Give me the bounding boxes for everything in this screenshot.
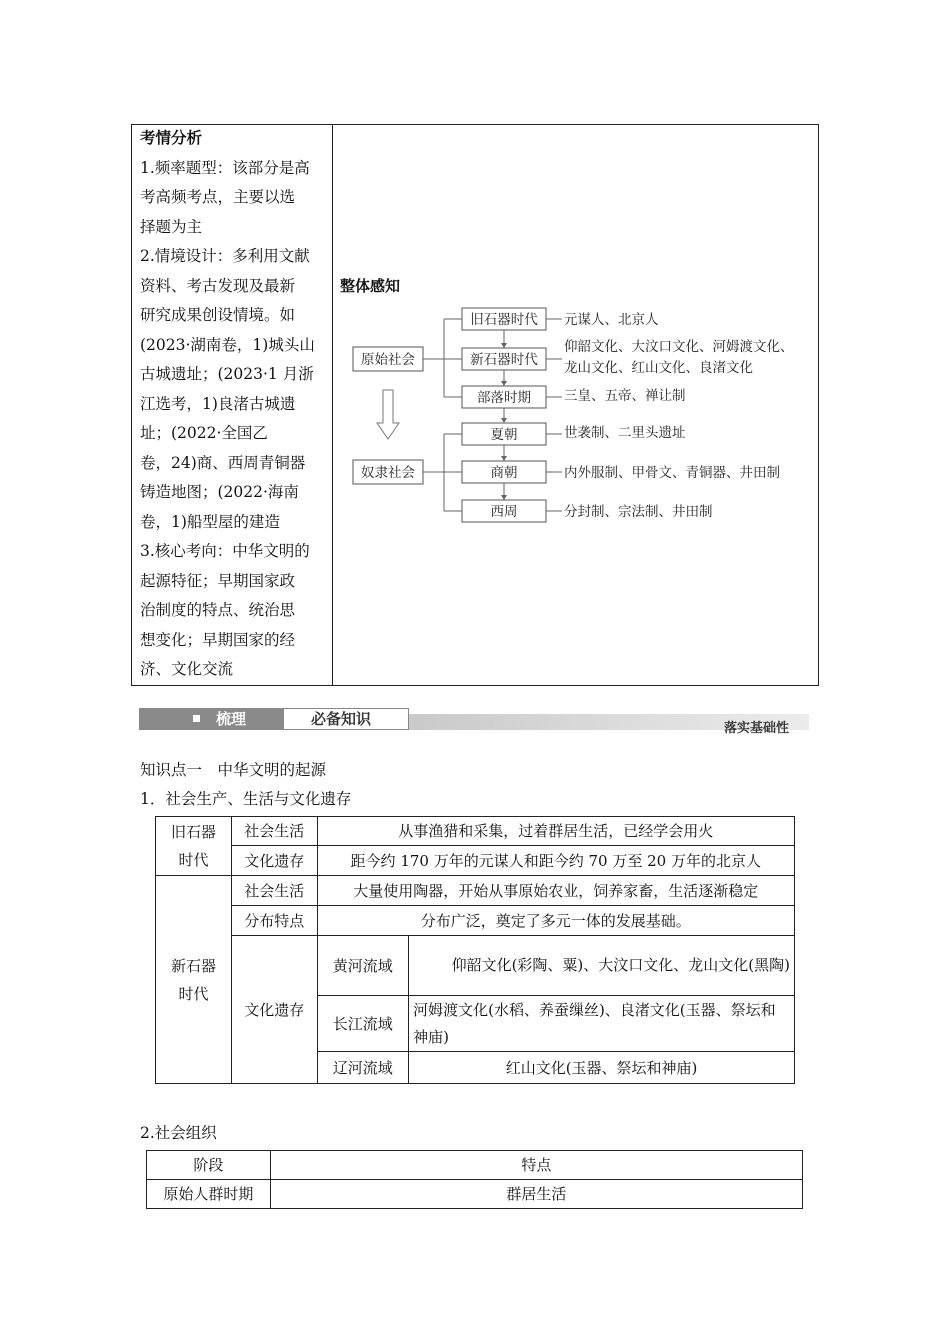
down-arrow-icon: [377, 390, 399, 439]
node-slave-label: 奴隶社会: [361, 465, 415, 481]
cell-label: 文化遗存: [231, 936, 317, 1084]
analysis-line: 择题为主: [140, 217, 203, 236]
stage-desc: 元谋人、北京人: [564, 312, 659, 328]
cell-label: 分布特点: [231, 906, 317, 936]
header-stage: 阶段: [147, 1151, 271, 1180]
region-text: 红山文化(玉器、祭坛和神庙): [409, 1052, 795, 1084]
analysis-line: 资料、考古发现及最新: [140, 276, 296, 295]
banner-label-knowledge: 必备知识: [311, 710, 372, 728]
stage-label: 西周: [490, 504, 518, 520]
stage-desc: 内外服制、甲骨文、青铜器、井田制: [564, 465, 780, 481]
banner-label-sort: 梳理: [216, 710, 247, 728]
stage-label: 夏朝: [490, 427, 518, 443]
stage-desc: 龙山文化、红山文化、良渚文化: [564, 360, 753, 376]
analysis-line: 起源特征；早期国家政: [140, 571, 296, 590]
analysis-title: 考情分析: [140, 129, 203, 147]
analysis-line: 卷，1)船型屋的建造: [140, 512, 280, 531]
analysis-line: 想变化；早期国家的经: [140, 630, 296, 649]
analysis-line: 江选考，1)良渚古城遗: [140, 394, 296, 413]
node-primitive-label: 原始社会: [361, 352, 415, 368]
region-name: 长江流域: [317, 996, 409, 1052]
region-name: 辽河流域: [317, 1052, 409, 1084]
analysis-line: 2.情境设计：多利用文献: [140, 247, 310, 265]
exam-analysis: [140, 124, 328, 685]
analysis-line: 治制度的特点、统治思: [140, 601, 296, 619]
stage-label: 商朝: [490, 465, 518, 481]
overview-title: 整体感知: [340, 277, 401, 295]
cell-neo: 新石器时代: [156, 876, 232, 1084]
region-text: 河姆渡文化(水稻、养蚕缫丝)、良渚文化(玉器、祭坛和神庙): [409, 996, 795, 1052]
stage-label: 新石器时代: [470, 352, 538, 368]
knowledge-point-title: 知识点一 中华文明的起源: [140, 761, 327, 779]
bracket-primitive: [423, 319, 462, 397]
cell-paleo: 旧石器时代: [156, 817, 232, 876]
cell-label: 文化遗存: [231, 846, 317, 876]
culture-table: [155, 816, 795, 1084]
analysis-line: 济、文化交流: [140, 660, 234, 678]
region-text: 仰韶文化(彩陶、粟)、大汶口文化、龙山文化(黑陶): [409, 936, 795, 996]
cell-value: 大量使用陶器，开始从事原始农业，饲养家畜，生活逐渐稳定: [317, 876, 794, 906]
heading-2: 2.社会组织: [140, 1124, 217, 1142]
analysis-line: 铸造地图；(2022·海南: [140, 483, 299, 501]
cell-value: 从事渔猎和采集，过着群居生活，已经学会用火: [317, 817, 794, 846]
cell-stage: 原始人群时期: [147, 1180, 271, 1209]
cell-value: 分布广泛，奠定了多元一体的发展基础。: [317, 906, 794, 936]
bracket-slave: [423, 434, 462, 511]
cell-label: 社会生活: [231, 817, 317, 846]
analysis-line: 研究成果创设情境。如: [140, 306, 296, 324]
cell-feature: 群居生活: [270, 1180, 802, 1209]
region-name: 黄河流域: [317, 936, 409, 996]
stage-desc: 仰韶文化、大汶口文化、河姆渡文化、: [564, 339, 794, 355]
analysis-line: 3.核心考向：中华文明的: [140, 542, 310, 560]
heading-1: 1．社会生产、生活与文化遗存: [140, 790, 352, 808]
banner-label-foundation: 落实基础性: [724, 721, 790, 736]
analysis-line: 卷，24)商、西周青铜器: [140, 453, 306, 472]
analysis-line: 址；(2022·全国乙: [140, 424, 268, 442]
stage-desc: 世袭制、二里头遗址: [564, 425, 686, 441]
timeline-diagram: [332, 295, 818, 535]
stage-desc: 分封制、宗法制、井田制: [564, 504, 713, 520]
analysis-line: 1.频率题型：该部分是高: [140, 158, 310, 177]
header-feature: 特点: [270, 1151, 802, 1180]
cell-label: 社会生活: [231, 876, 317, 906]
desc-connector: [546, 319, 562, 511]
stage-desc: 三皇、五帝、禅让制: [564, 388, 686, 404]
analysis-line: 考高频考点，主要以选: [140, 188, 296, 206]
square-bullet-icon: [193, 715, 200, 722]
cell-value: 距今约 170 万年的元谋人和距今约 70 万至 20 万年的北京人: [317, 846, 794, 876]
organization-table: [146, 1150, 803, 1209]
stage-label: 部落时期: [477, 390, 531, 406]
banner-dark-tab: [139, 708, 283, 730]
analysis-line: (2023·湖南卷，1)城头山: [140, 335, 315, 354]
analysis-line: 古城遗址；(2023·1 月浙: [140, 365, 314, 383]
stage-label: 旧石器时代: [470, 312, 538, 328]
